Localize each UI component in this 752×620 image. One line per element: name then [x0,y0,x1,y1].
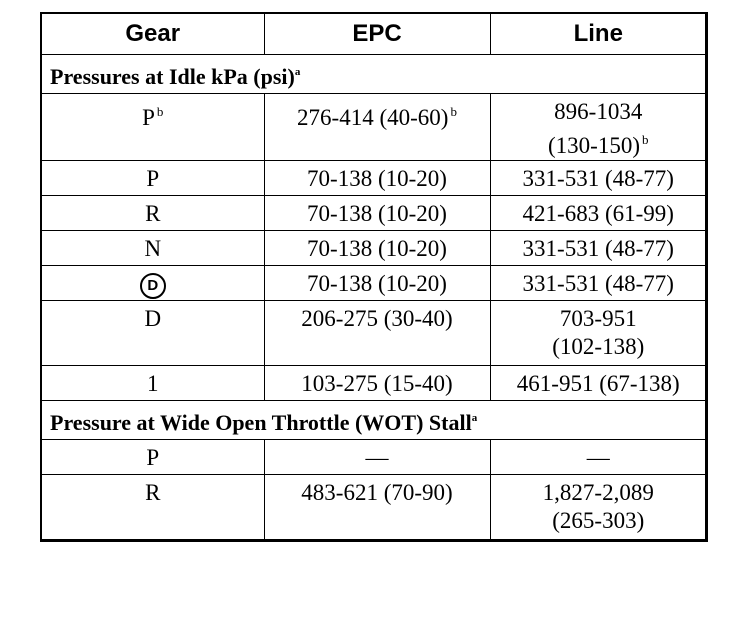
header-epc: EPC [264,14,490,55]
line-cell [490,301,706,366]
epc-cell: 70-138 (10-20) [264,266,490,301]
gear-cell: R [42,196,264,231]
header-row [42,14,706,55]
line-cell: — [490,440,706,475]
epc-cell: 70-138 (10-20) [264,161,490,196]
gear-cell: D [42,301,264,366]
gear-value: P [142,105,155,130]
table-row [42,475,706,540]
gear-cell: N [42,231,264,266]
section-wot-label: Pressure at Wide Open Throttle (WOT) Stall [50,409,472,435]
table-row [42,196,706,231]
section-title-idle [42,55,706,94]
table-row [42,366,706,401]
epc-cell: 70-138 (10-20) [264,196,490,231]
section-idle-label: Pressures at Idle kPa (psi) [50,63,295,89]
footnote-marker: b [450,104,457,119]
epc-cell: — [264,440,490,475]
line-value-psi: (130-150) [548,133,640,158]
header-line: Line [490,14,706,55]
table-row [42,266,706,301]
section-row-idle [42,55,706,94]
line-value: 1,827-2,089 [542,480,654,505]
epc-cell [264,94,490,161]
line-cell [490,475,706,540]
line-cell: 331-531 (48-77) [490,266,706,301]
gear-cell: R [42,475,264,540]
footnote-marker: b [156,104,164,119]
epc-cell: 70-138 (10-20) [264,231,490,266]
line-value-psi: (265-303) [552,508,645,533]
table-row [42,94,706,161]
gear-cell [42,94,264,161]
line-value: 896-1034 [554,99,643,124]
epc-value: 276-414 (40-60) [297,105,449,130]
line-value: 703-951 [559,306,637,331]
epc-cell: 483-621 (70-90) [264,475,490,540]
line-value-psi: (102-138) [552,334,645,359]
table-row [42,301,706,366]
footnote-marker: b [641,132,649,147]
gear-cell: P [42,161,264,196]
table-row [42,231,706,266]
header-gear: Gear [42,14,264,55]
section-wot-footnote: a [471,411,478,424]
table-row [42,161,706,196]
line-cell: 421-683 (61-99) [490,196,706,231]
section-row-wot [42,401,706,440]
circled-overdrive-icon: D [140,273,166,299]
gear-cell [42,266,264,301]
gear-cell: 1 [42,366,264,401]
gear-cell: P [42,440,264,475]
line-cell: 331-531 (48-77) [490,231,706,266]
epc-cell: 206-275 (30-40) [264,301,490,366]
epc-cell: 103-275 (15-40) [264,366,490,401]
section-idle-footnote: a [294,65,301,78]
pressure-table [42,14,706,539]
line-cell: 461-951 (67-138) [490,366,706,401]
pressure-table-container [40,12,708,542]
section-title-wot [42,401,706,440]
line-cell: 331-531 (48-77) [490,161,706,196]
line-cell [490,94,706,161]
table-row [42,440,706,475]
